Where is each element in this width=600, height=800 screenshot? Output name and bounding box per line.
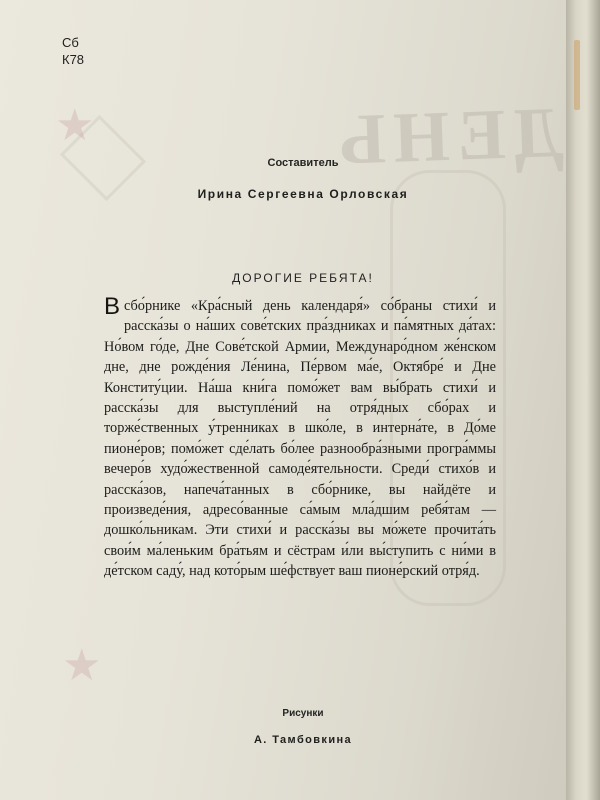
drop-cap: В	[104, 293, 121, 320]
book-cover-edge	[566, 0, 600, 800]
show-through-star-icon: ★	[62, 640, 102, 691]
show-through-star-icon: ★	[55, 100, 95, 151]
udc-line-1: Сб	[62, 35, 79, 50]
foreword-paragraph	[104, 293, 496, 582]
show-through-title: ДЕНЬ	[328, 91, 565, 181]
library-classification	[62, 34, 84, 68]
compiler-name: Ирина Сергеевна Орловская	[197, 187, 409, 201]
illustrator-name: А. Тамбовкина	[253, 734, 353, 746]
foreword-text: сбо́рнике «Кра́сный день календаря́» со́браны стихи́ и расска́зы о на́ших сове́тских пра́здниках и па́мятных да́тах: Но́вом го́де, Дне Сове́тской Армии, Междунаро́дном же́нском дне, дне рожде́ния Ле́нина, Пе́рвом ма́е, Октябре́ и Дне Конститу́ции. На́ша кни́га помо́жет вам вы́брать стихи́ и расска́зы для выступле́ний на отря́дных сбо́рах и торже́ственных у́тренниках в шко́ле, в интерна́те, в До́ме пионе́ров; помо́жет сде́лать бо́лее разнообра́зными програ́ммы вечеро́в худо́жественной самоде́ятельности. Среди́ стихо́в и расска́зов, напеча́танных в сбо́рнике, вы найдёте и произведе́ния, адресо́ванные са́мым мла́дшим ребя́там — дошко́льникам. Эти стихи́ и расска́зы вы мо́жете прочита́ть свои́м ма́леньким бра́тьям и сёстрам и́ли вы́ступить с ни́ми в де́тском саду́, над кото́рым ше́фствует ваш пионе́рский отря́д.	[104, 298, 496, 580]
greeting-heading: ДОРОГИЕ РЕБЯТА!	[232, 271, 374, 285]
illustrations-label: Рисунки	[282, 708, 324, 719]
compiler-label: Составитель	[267, 157, 339, 169]
udc-line-2: К78	[62, 52, 85, 67]
